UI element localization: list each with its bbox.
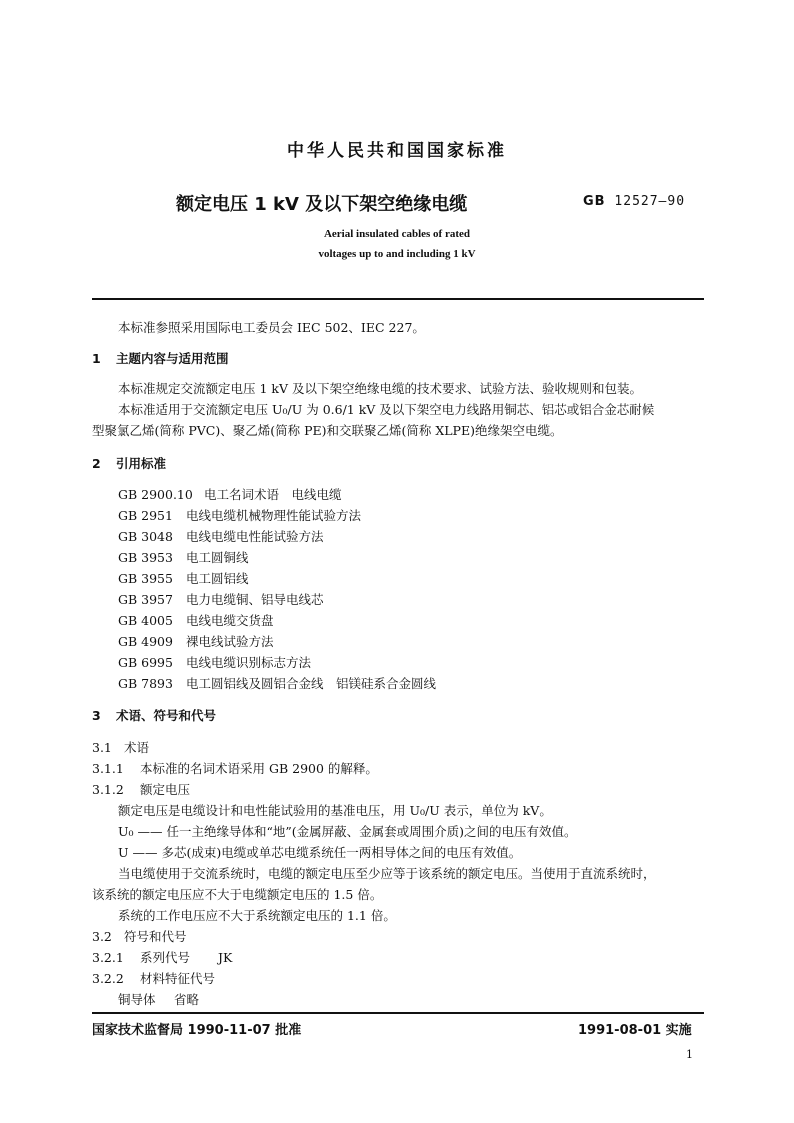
paragraph: 额定电压是电缆设计和电性能试验用的基准电压，用 U₀/U 表示，单位为 kV。	[118, 803, 552, 818]
document-title-en-line1: Aerial insulated cables of rated	[323, 228, 471, 240]
subsection-3-1	[92, 738, 149, 756]
clause-3-1-2	[92, 780, 190, 798]
reference-title: 电工圆铜线	[186, 550, 249, 565]
reference-item	[118, 611, 274, 629]
clause-title: 材料特征代号	[140, 971, 216, 986]
reference-code: GB 7893	[118, 676, 173, 691]
material-name: 铜导体	[118, 992, 156, 1007]
intro-text: 本标准参照采用国际电工委员会 IEC 502、IEC 227。	[118, 320, 425, 335]
clause-3-2-1	[92, 948, 232, 966]
paragraph: 本标准规定交流额定电压 1 kV 及以下架空绝缘电缆的技术要求、试验方法、验收规则和包装。	[118, 381, 642, 396]
reference-code: GB 3048	[118, 529, 173, 544]
reference-title: 电工名词术语 电线电缆	[204, 487, 342, 502]
section-2-heading	[92, 454, 166, 472]
reference-code: GB 3955	[118, 571, 173, 586]
section-title: 引用标准	[116, 456, 167, 471]
clause-number: 3.1.2	[92, 782, 124, 797]
document-title-en-line2: voltages up to and including 1 kV	[318, 248, 476, 260]
clause-text: 本标准的名词术语采用 GB 2900 的解释。	[140, 761, 378, 776]
reference-item	[118, 569, 249, 587]
clause-title: 系列代号	[140, 950, 191, 965]
section-1-heading	[92, 349, 229, 367]
section-number: 2	[92, 456, 101, 471]
material-code: 省略	[174, 992, 200, 1007]
footer-rule	[92, 1012, 704, 1014]
reference-item	[118, 674, 436, 692]
standard-prefix: GB	[583, 194, 606, 209]
section-number: 1	[92, 351, 101, 366]
reference-code: GB 3953	[118, 550, 173, 565]
reference-item	[118, 548, 249, 566]
reference-title: 电线电缆识别标志方法	[186, 655, 312, 670]
document-title-cn: 额定电压 1 kV 及以下架空绝缘电缆	[176, 194, 468, 215]
reference-item	[118, 632, 274, 650]
header-rule	[92, 298, 704, 300]
reference-item	[118, 590, 324, 608]
page-number: 1	[686, 1048, 693, 1061]
standard-header: 中华人民共和国国家标准	[287, 141, 507, 161]
subsection-title: 符号和代号	[124, 929, 187, 944]
approval-line: 国家技术监督局 1990-11-07 批准	[92, 1023, 302, 1038]
reference-title: 电线电缆机械物理性能试验方法	[186, 508, 362, 523]
material-code-row	[118, 990, 199, 1008]
clause-3-2-2	[92, 969, 215, 987]
subsection-number: 3.1	[92, 740, 112, 755]
clause-title: 额定电压	[140, 782, 191, 797]
reference-code: GB 2900.10	[118, 487, 193, 502]
clause-number: 3.2.2	[92, 971, 124, 986]
reference-title: 电线电缆交货盘	[186, 613, 274, 628]
reference-code: GB 4005	[118, 613, 173, 628]
definition-u: U —— 多芯(成束)电缆或单芯电缆系统任一两相导体之间的电压有效值。	[118, 845, 522, 860]
reference-title: 电力电缆铜、铝导电线芯	[186, 592, 324, 607]
reference-title: 电工圆铝线及圆铝合金线 铝镁硅系合金圆线	[186, 676, 437, 691]
reference-title: 电线电缆电性能试验方法	[186, 529, 324, 544]
section-number: 3	[92, 708, 101, 723]
reference-code: GB 3957	[118, 592, 173, 607]
section-3-heading	[92, 706, 216, 724]
paragraph-continuation: 该系统的额定电压应不大于电缆额定电压的 1.5 倍。	[92, 887, 383, 902]
paragraph-continuation: 型聚氯乙烯(简称 PVC)、聚乙烯(简称 PE)和交联聚乙烯(简称 XLPE)绝缘架空电缆。	[92, 423, 563, 438]
series-code: JK	[218, 950, 233, 965]
paragraph: 系统的工作电压应不大于系统额定电压的 1.1 倍。	[118, 908, 396, 923]
reference-code: GB 6995	[118, 655, 173, 670]
clause-3-1-1	[92, 759, 378, 777]
standard-number: 12527—90	[614, 194, 686, 209]
reference-item	[118, 485, 342, 503]
subsection-number: 3.2	[92, 929, 112, 944]
clause-number: 3.2.1	[92, 950, 124, 965]
section-title: 术语、符号和代号	[116, 708, 217, 723]
section-title: 主题内容与适用范围	[116, 351, 229, 366]
reference-item	[118, 506, 361, 524]
subsection-3-2	[92, 927, 187, 945]
paragraph: 本标准适用于交流额定电压 U₀/U 为 0.6/1 kV 及以下架空电力线路用铜芯、铝芯或铝合金芯耐候	[118, 402, 655, 417]
reference-item	[118, 527, 324, 545]
paragraph: 当电缆使用于交流系统时，电缆的额定电压至少应等于该系统的额定电压。当使用于直流系统时，	[118, 866, 656, 881]
reference-title: 电工圆铝线	[186, 571, 249, 586]
reference-code: GB 2951	[118, 508, 173, 523]
reference-code: GB 4909	[118, 634, 173, 649]
reference-item	[118, 653, 311, 671]
effective-line: 1991-08-01 实施	[578, 1023, 692, 1038]
standard-code	[583, 194, 685, 209]
clause-number: 3.1.1	[92, 761, 124, 776]
reference-title: 裸电线试验方法	[186, 634, 274, 649]
definition-u0: U₀ —— 任一主绝缘导体和“地”(金属屏蔽、金属套或周围介质)之间的电压有效值。	[118, 824, 577, 839]
subsection-title: 术语	[124, 740, 150, 755]
